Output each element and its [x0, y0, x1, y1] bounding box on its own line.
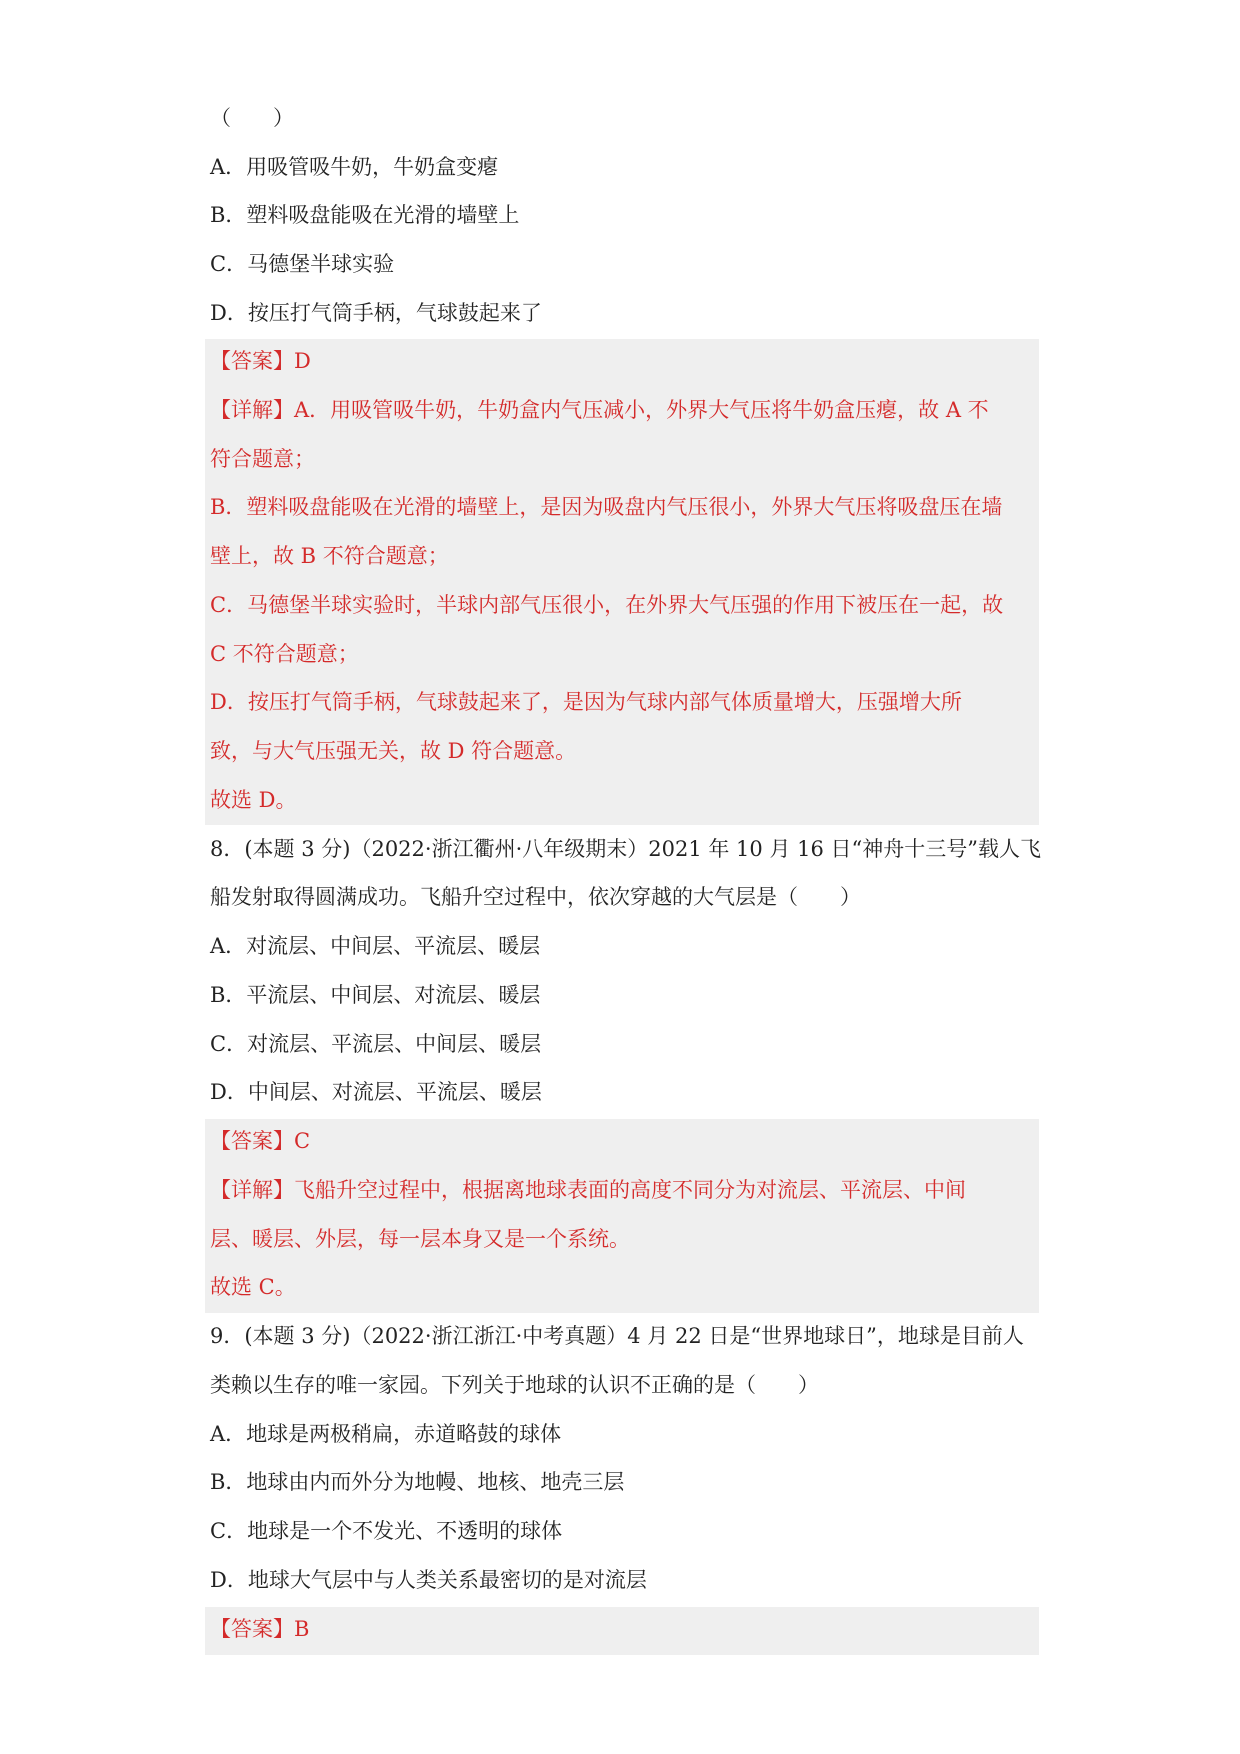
- q7-detail-line-2: 符合题意；: [210, 447, 315, 471]
- q7-answer: [210, 346, 1040, 376]
- q8-option-d: D．中间层、对流层、平流层、暖层: [210, 1080, 542, 1104]
- q7-option-c: C．马德堡半球实验: [210, 252, 395, 276]
- q8-detail-line-2: 层、暖层、外层，每一层本身又是一个系统。: [210, 1227, 630, 1251]
- answer-label: 【答案】: [210, 349, 294, 373]
- detail-label: 【详解】: [210, 1178, 294, 1202]
- q9-stem-line-1: 9．(本题 3 分)（2022·浙江浙江·中考真题）4 月 22 日是“世界地球日”，地球是目前人: [210, 1324, 1024, 1348]
- q7-option-d: D．按压打气筒手柄，气球鼓起来了: [210, 301, 542, 325]
- q9-option-b: B．地球由内而外分为地幔、地核、地壳三层: [210, 1470, 625, 1494]
- q9-option-c: C．地球是一个不发光、不透明的球体: [210, 1519, 563, 1543]
- q7-detail-line-7: D．按压打气筒手柄，气球鼓起来了，是因为气球内部气体质量增大，压强增大所: [210, 690, 962, 714]
- q8-answer: [210, 1126, 1040, 1156]
- q7-detail-line-6: C 不符合题意；: [210, 642, 359, 666]
- q7-option-b: B．塑料吸盘能吸在光滑的墙壁上: [210, 203, 520, 227]
- q8-stem-line-2: 船发射取得圆满成功。飞船升空过程中，依次穿越的大气层是（ ）: [210, 885, 861, 909]
- q7-stem-tail: （ ）: [210, 106, 294, 130]
- q8-stem-line-1: 8．(本题 3 分)（2022·浙江衢州·八年级期末）2021 年 10 月 16 日“神舟十三号”载人飞: [210, 837, 1041, 861]
- answer-label: 【答案】: [210, 1617, 294, 1641]
- q7-detail-line-9: 故选 D。: [210, 788, 297, 812]
- answer-value: D: [294, 349, 311, 373]
- answer-value: C: [294, 1129, 311, 1153]
- answer-label: 【答案】: [210, 1129, 294, 1153]
- q9-stem-line-2: 类赖以生存的唯一家园。下列关于地球的认识不正确的是（ ）: [210, 1373, 819, 1397]
- q7-detail-line-1: 【详解】A．用吸管吸牛奶，牛奶盒内气压减小，外界大气压将牛奶盒压瘪，故 A 不: [210, 398, 989, 422]
- q8-detail-line-3: 故选 C。: [210, 1275, 296, 1299]
- q9-option-d: D．地球大气层中与人类关系最密切的是对流层: [210, 1568, 647, 1592]
- q9-answer: [210, 1614, 1040, 1644]
- q8-option-a: A．对流层、中间层、平流层、暖层: [210, 934, 541, 958]
- detail-label: 【详解】: [210, 398, 294, 422]
- q7-detail-line-4: 壁上，故 B 不符合题意；: [210, 544, 449, 568]
- q8-option-c: C．对流层、平流层、中间层、暖层: [210, 1032, 542, 1056]
- q7-option-a: A．用吸管吸牛奶，牛奶盒变瘪: [210, 155, 499, 179]
- q9-option-a: A．地球是两极稍扁，赤道略鼓的球体: [210, 1422, 562, 1446]
- answer-value: B: [294, 1617, 310, 1641]
- q7-detail-line-3: B．塑料吸盘能吸在光滑的墙壁上，是因为吸盘内气压很小，外界大气压将吸盘压在墙: [210, 495, 1003, 519]
- q8-option-b: B．平流层、中间层、对流层、暖层: [210, 983, 541, 1007]
- q7-detail-line-8: 致，与大气压强无关，故 D 符合题意。: [210, 739, 577, 763]
- q8-detail-line-1: 【详解】飞船升空过程中，根据离地球表面的高度不同分为对流层、平流层、中间: [210, 1178, 966, 1202]
- q7-detail-line-5: C．马德堡半球实验时，半球内部气压很小，在外界大气压强的作用下被压在一起，故: [210, 593, 1004, 617]
